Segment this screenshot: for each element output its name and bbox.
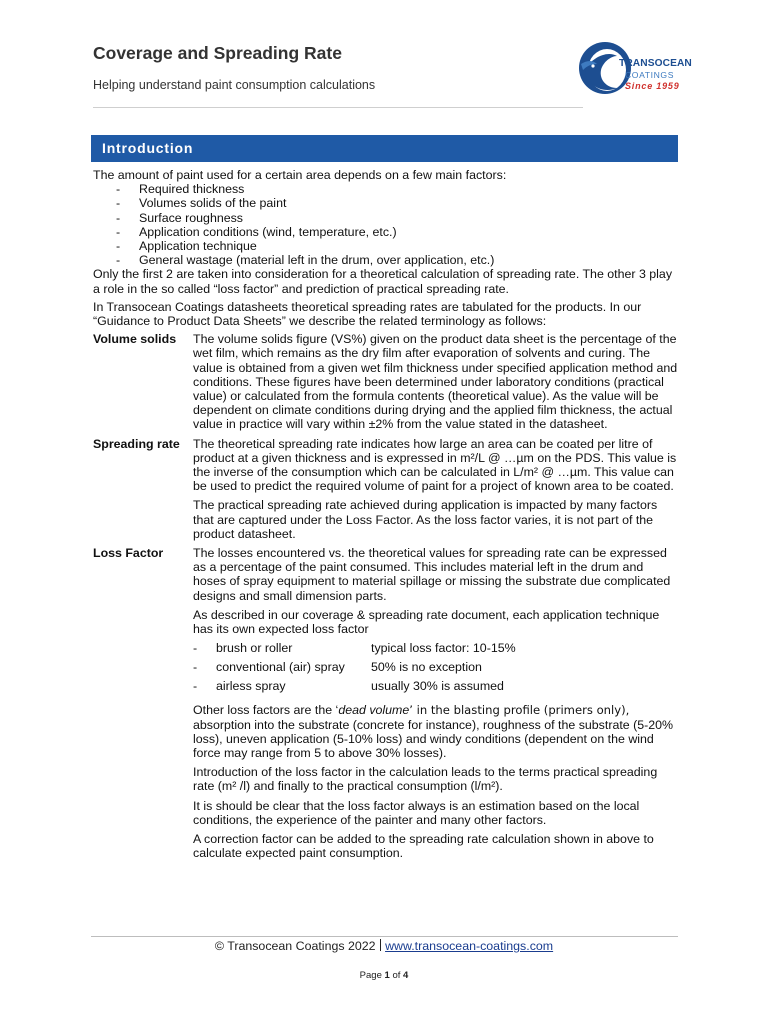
header-divider bbox=[93, 107, 583, 108]
footer-divider bbox=[91, 936, 678, 937]
application-method: airless spray bbox=[216, 679, 286, 694]
list-item: - Application conditions (wind, temperature, etc.) bbox=[93, 225, 678, 239]
list-item: - Application technique bbox=[93, 239, 678, 253]
emphasis-dead-volume: dead volume bbox=[338, 703, 410, 718]
term-definition: Other loss factors are the ‘dead volume’ in the blasting profile (primers only), absorption into the substrate (concrete for instance), roughness of the substrate (5-20% loss), uneven application (5-10% loss) and windy conditions (dependent on the wind force may range from 5 to above 30% losses). bbox=[193, 703, 674, 760]
list-item: - Volumes solids of the paint bbox=[93, 196, 678, 210]
factor-list bbox=[93, 182, 678, 267]
term-label: Spreading rate bbox=[93, 436, 180, 451]
term-label: Loss Factor bbox=[93, 546, 164, 561]
term-definition: The losses encountered vs. the theoretical values for spreading rate can be expressed as a percentage of the paint consumed. This includes material left in the drum and hoses of spray equipment to material spillage or missing the substrate due complicated designs and small dimension parts. bbox=[193, 546, 671, 603]
term-definition: The practical spreading rate achieved during application is impacted by many factors that are captured under the Loss Factor. As the loss factor varies, it is not part of the product datasheet. bbox=[193, 498, 658, 541]
document-body bbox=[93, 168, 678, 865]
intro-paragraph: Only the first 2 are taken into consideration for a theoretical calculation of spreading rate. The other 3 play a role in the so called “loss factor” and prediction of practical spreading rate. bbox=[93, 267, 673, 296]
term-definition: It is should be clear that the loss factor always is an estimation based on the local conditions, the experience of the painter and many other factors. bbox=[193, 798, 640, 827]
term-loss-factor bbox=[93, 546, 678, 860]
website-link[interactable]: www.transocean-coatings.com bbox=[385, 939, 554, 953]
loss-value: 50% is no exception bbox=[371, 660, 482, 675]
term-definition: The theoretical spreading rate indicates how large an area can be coated per litre of product at a given thickness and is expressed in m²/L @ …µm on the PDS. This value is the inverse of the consumption which can be calculated in L/m² @ …µm. This value can be used to predict the required volume of paint for a project of known area to be coated. bbox=[193, 436, 677, 494]
intro-paragraph: In Transocean Coatings datasheets theoretical spreading rates are tabulated for the products. In our “Guidance to Product Data Sheets” we describe the related terminology as follows: bbox=[93, 299, 642, 329]
term-definition: A correction factor can be added to the spreading rate calculation shown in above to calculate expected paint consumption. bbox=[193, 831, 654, 861]
page-number: Page 1 of 4 bbox=[359, 970, 409, 981]
list-item: - conventional (air) spray 50% is no exception bbox=[193, 660, 678, 679]
loss-value: usually 30% is assumed bbox=[371, 679, 504, 694]
logo-wordmark: TRANSOCEAN bbox=[619, 58, 692, 69]
term-label: Volume solids bbox=[93, 332, 177, 347]
list-item: - airless spray usually 30% is assumed bbox=[193, 679, 678, 698]
loss-factor-list bbox=[193, 641, 678, 698]
footer-separator bbox=[380, 939, 382, 951]
loss-value: typical loss factor: 10-15% bbox=[371, 641, 516, 656]
logo-tagline: Since 1959 bbox=[625, 81, 680, 91]
section-heading: Introduction bbox=[102, 140, 194, 156]
term-definition: As described in our coverage & spreading rate document, each application technique has its own expected loss factor bbox=[193, 607, 660, 637]
application-method: brush or roller bbox=[216, 641, 293, 656]
logo-subwordmark: COATINGS bbox=[625, 70, 675, 80]
application-method: conventional (air) spray bbox=[216, 660, 345, 675]
list-item: - Surface roughness bbox=[93, 211, 678, 225]
page-title: Coverage and Spreading Rate bbox=[93, 43, 342, 63]
intro-lead: The amount of paint used for a certain area depends on a few main factors: bbox=[93, 168, 507, 182]
list-item: - Required thickness bbox=[93, 182, 678, 196]
term-volume-solids bbox=[93, 332, 678, 431]
term-definition: Introduction of the loss factor in the calculation leads to the terms practical spreading rate (m² /l) and finally to the practical consumption (l/m²). bbox=[193, 765, 658, 794]
page-subtitle: Helping understand paint consumption calculations bbox=[93, 78, 376, 92]
term-definition: The volume solids figure (VS%) given on the product data sheet is the percentage of the wet film, which remains as the dry film after evaporation of solvents and curing. The value is obtained from a given wet film thickness under specified application method and conditions. These figures have been determined under laboratory conditions (practical value) or calculated from the formula contents (theoretical value). As the value will be dependent on climate conditions during drying and the applied film thickness, the actual value in practice will vary within ±2% from the value stated in the datasheet. bbox=[193, 332, 678, 432]
list-item: - General wastage (material left in the drum, over application, etc.) bbox=[93, 253, 678, 267]
section-heading-bar bbox=[91, 135, 678, 162]
copyright: © Transocean Coatings 2022 bbox=[214, 939, 376, 953]
footer bbox=[0, 939, 768, 954]
list-item: - brush or roller typical loss factor: 10-15% bbox=[193, 641, 678, 660]
term-spreading-rate bbox=[93, 437, 678, 541]
